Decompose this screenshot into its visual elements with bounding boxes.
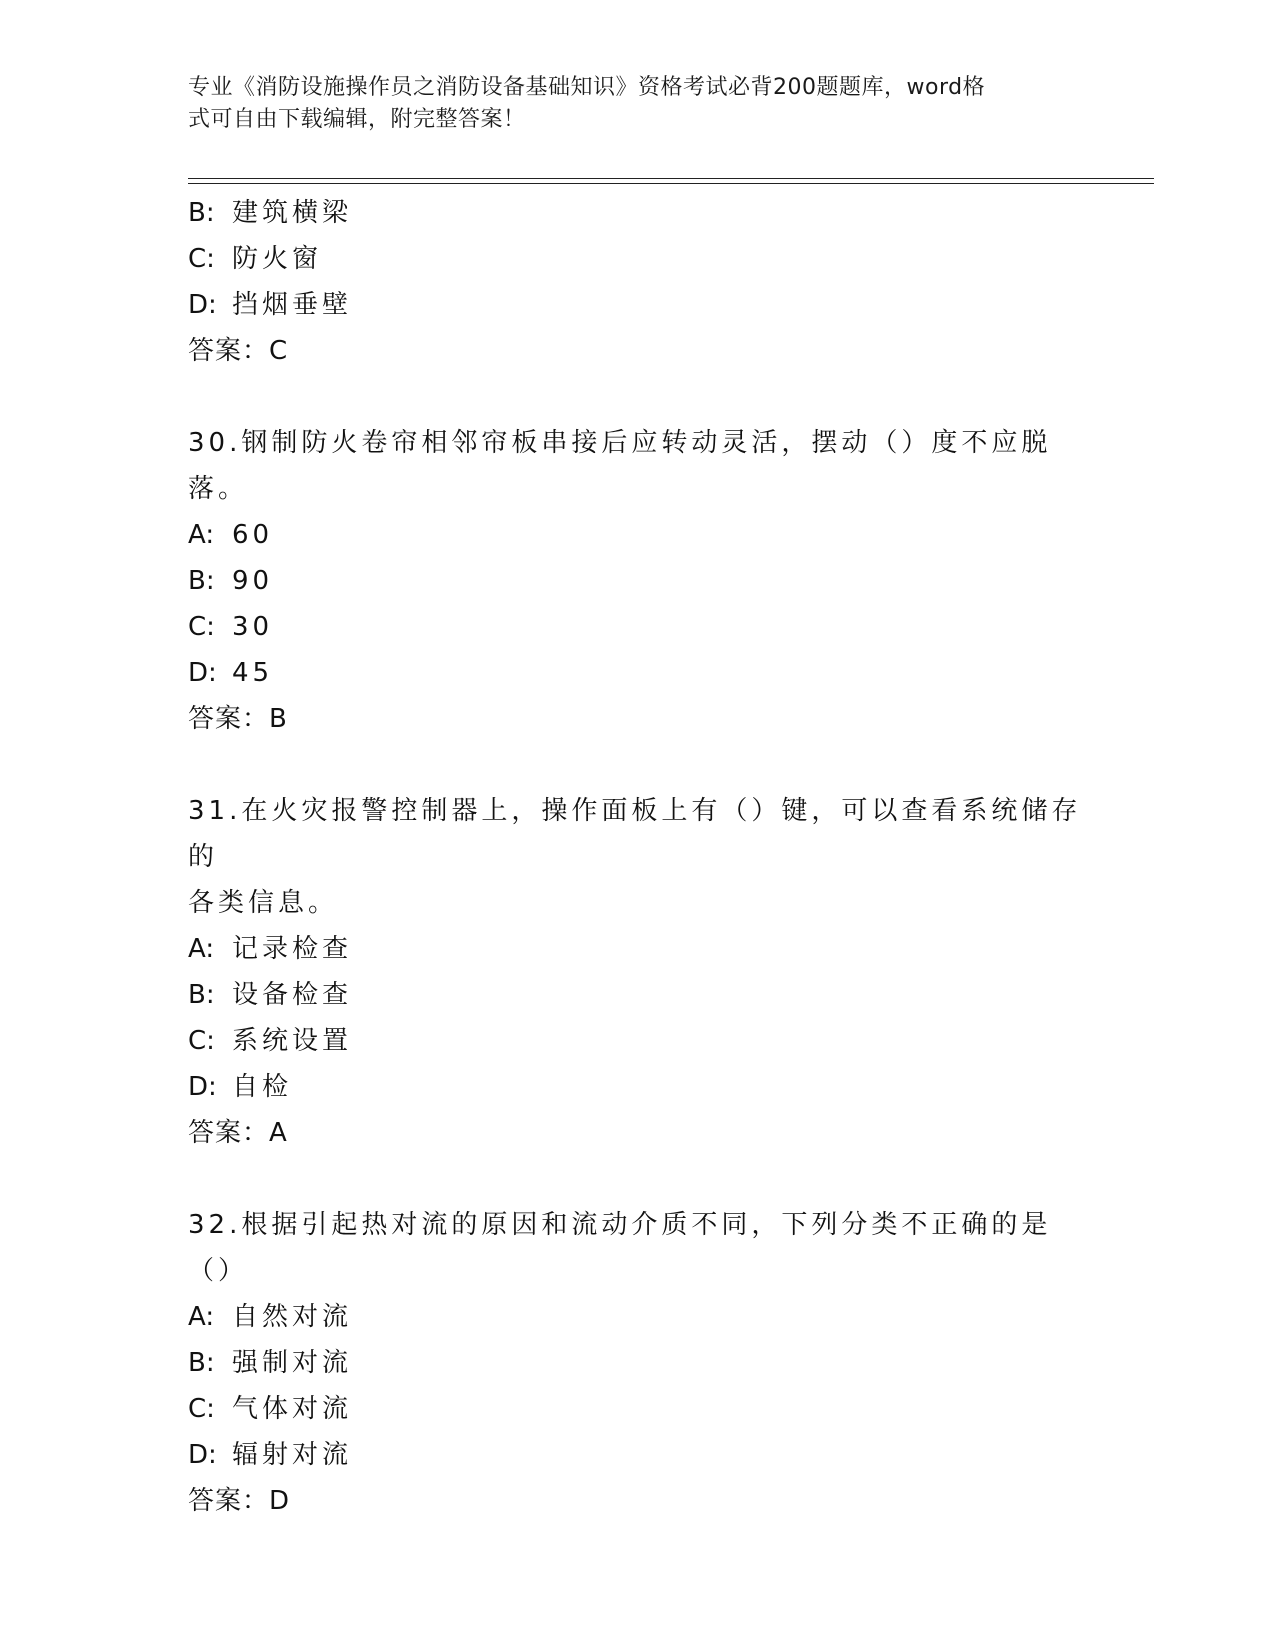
option-c (188, 236, 1088, 282)
option-text: 建筑横梁 (232, 198, 353, 228)
option-key: C: (188, 1026, 215, 1056)
option-d (188, 650, 1088, 696)
option-key: C: (188, 244, 215, 274)
question-text-line-2: 各类信息。 (188, 888, 339, 918)
header-line-1: 专业《消防设施操作员之消防设备基础知识》资格考试必背200题题库，word格 (188, 75, 986, 100)
option-text: 挡烟垂壁 (232, 290, 353, 320)
question-block-31 (188, 788, 1088, 1156)
question-list (188, 190, 1088, 1524)
option-key: D: (188, 658, 217, 688)
option-a (188, 1294, 1088, 1340)
answer-line: 答案：D (188, 1486, 291, 1516)
question-text-line-1: 30.钢制防火卷帘相邻帘板串接后应转动灵活，摆动（）度不应脱落。 (188, 428, 1052, 504)
option-text: 30 (232, 612, 274, 642)
question-block-29 (188, 190, 1088, 374)
option-text: 设备检查 (232, 980, 353, 1010)
option-key: A: (188, 520, 215, 550)
option-key: C: (188, 612, 215, 642)
option-text: 气体对流 (232, 1394, 353, 1424)
option-b (188, 190, 1088, 236)
question-block-32 (188, 1202, 1088, 1524)
option-key: A: (188, 1302, 215, 1332)
option-key: D: (188, 290, 217, 320)
option-d (188, 1432, 1088, 1478)
option-b (188, 972, 1088, 1018)
option-text: 自然对流 (232, 1302, 353, 1332)
option-text: 记录检查 (232, 934, 353, 964)
answer-line: 答案：B (188, 704, 288, 734)
option-c (188, 1018, 1088, 1064)
option-key: D: (188, 1440, 217, 1470)
question-text-line-1: 31.在火灾报警控制器上，操作面板上有（）键，可以查看系统储存的 (188, 796, 1082, 872)
option-text: 60 (232, 520, 274, 550)
question-text-line-1: 32.根据引起热对流的原因和流动介质不同，下列分类不正确的是（） (188, 1210, 1052, 1286)
question-block-30 (188, 420, 1088, 742)
option-b (188, 1340, 1088, 1386)
option-text: 系统设置 (232, 1026, 353, 1056)
option-a (188, 926, 1088, 972)
option-text: 强制对流 (232, 1348, 353, 1378)
option-text: 90 (232, 566, 274, 596)
question-stem (188, 1202, 1088, 1294)
option-d (188, 1064, 1088, 1110)
answer-line: 答案：A (188, 1118, 288, 1148)
option-text: 自检 (232, 1072, 293, 1102)
option-text: 辐射对流 (232, 1440, 353, 1470)
option-key: B: (188, 1348, 215, 1378)
option-text: 防火窗 (232, 244, 323, 274)
option-key: B: (188, 566, 215, 596)
option-a (188, 512, 1088, 558)
option-c (188, 604, 1088, 650)
option-key: C: (188, 1394, 215, 1424)
option-key: B: (188, 980, 215, 1010)
question-stem (188, 420, 1088, 512)
option-c (188, 1386, 1088, 1432)
header-divider-bottom (188, 183, 1154, 184)
option-key: D: (188, 1072, 217, 1102)
document-header (188, 72, 1068, 136)
option-b (188, 558, 1088, 604)
answer-line: 答案：C (188, 336, 289, 366)
header-line-2: 式可自由下载编辑，附完整答案！ (188, 107, 526, 132)
question-stem (188, 788, 1088, 926)
option-d (188, 282, 1088, 328)
header-divider-top (188, 178, 1154, 179)
option-key: B: (188, 198, 215, 228)
option-key: A: (188, 934, 215, 964)
option-text: 45 (232, 658, 274, 688)
